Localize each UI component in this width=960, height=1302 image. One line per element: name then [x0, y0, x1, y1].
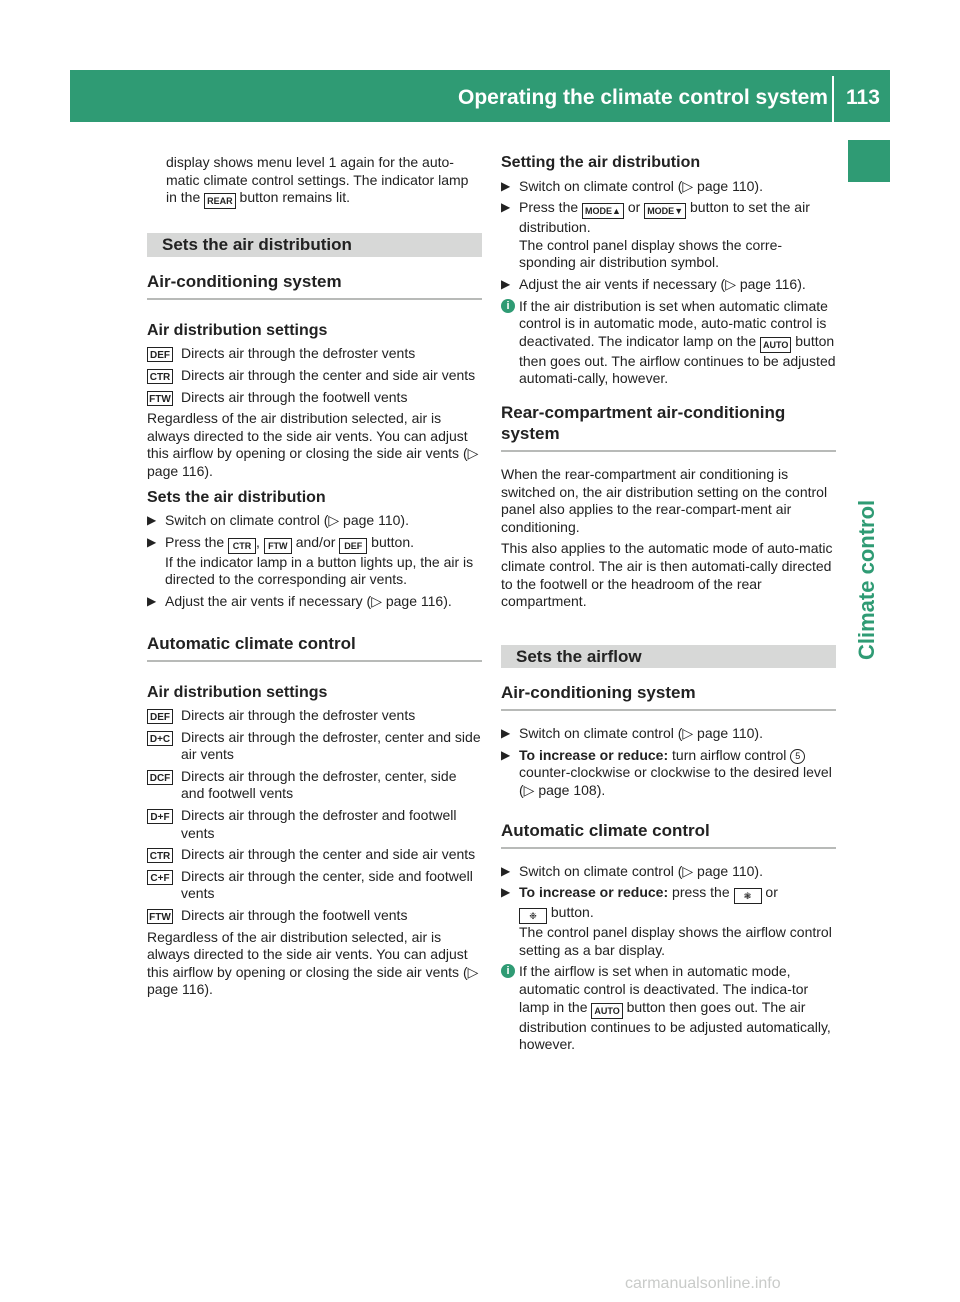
- definition-text: Directs air through the defroster vents: [181, 707, 416, 724]
- definition-row: [147, 345, 482, 363]
- definition-row: [147, 807, 482, 842]
- footwell-icon: FTW: [147, 907, 181, 924]
- heading-ac-system: Air-conditioning system: [501, 682, 836, 711]
- step-arrow-icon: ▶: [501, 276, 511, 291]
- defroster-icon: DEF: [147, 707, 181, 724]
- step-text: or: [623, 199, 645, 216]
- spacer: [147, 662, 482, 676]
- info-text: If the airflow is set when in automatic mode, automatic control is deactivated. The indica-tor lamp in the: [519, 963, 809, 1015]
- step-bold-text: To increase or reduce:: [519, 746, 669, 763]
- step-bold-text: To increase or reduce:: [519, 884, 669, 901]
- info-text: If the air distribution is set when automatic climate control is in automatic mode, auto-matic control is deactivated. The indicator lamp on the: [519, 297, 828, 349]
- step-text: The control panel display shows the airflow control setting as a bar display.: [519, 924, 832, 958]
- step-arrow-icon: ▶: [501, 863, 511, 878]
- step-arrow-icon: ▶: [147, 593, 157, 608]
- center-vent-icon: CTR: [228, 538, 256, 554]
- instruction-step: [501, 178, 836, 196]
- definition-row: [147, 846, 482, 864]
- fan-decrease-icon: ❉: [519, 908, 547, 924]
- instruction-step: [501, 863, 836, 881]
- rear-key-icon: REAR: [204, 193, 236, 209]
- spacer: [501, 711, 836, 725]
- instruction-step: [501, 276, 836, 294]
- instruction-step: [147, 593, 482, 611]
- intro-text-b: button remains lit.: [235, 189, 351, 206]
- heading-automatic-climate-control: Automatic climate control: [501, 820, 836, 849]
- definition-row: [147, 367, 482, 385]
- step-arrow-icon: ▶: [147, 534, 157, 549]
- intro-text-a: display shows menu level 1 again for the auto-matic climate control settings. The indicator lamp in the: [166, 154, 469, 206]
- heading-acc-settings: Air distribution settings: [147, 683, 328, 701]
- chapter-side-label: Climate control: [854, 499, 879, 660]
- step-text: Press the: [519, 199, 583, 216]
- header-title: Operating the climate control system: [458, 86, 828, 109]
- step-text: Switch on climate control (▷ page 110).: [519, 177, 763, 194]
- instruction-step: [147, 512, 482, 530]
- step-text: Press the: [165, 533, 229, 550]
- rear-paragraph-1: When the rear-compartment air conditioning is switched on, the air distribution setting on the control panel also applies to the rear-compart-ment air conditioning.: [501, 465, 828, 535]
- step-arrow-icon: ▶: [501, 178, 511, 193]
- spacer: [501, 452, 836, 466]
- page-header: [70, 70, 890, 122]
- step-arrow-icon: ▶: [501, 726, 511, 741]
- intro-paragraph: [147, 154, 482, 209]
- regardless-paragraph: Regardless of the air distribution selected, air is always directed to the side air vents. You can adjust this airflow by opening or closing the side air vents (▷ page 116).: [147, 928, 479, 998]
- left-column: [147, 154, 482, 1003]
- step-text: Switch on climate control (▷ page 110).: [519, 725, 763, 742]
- definition-text: Directs air through the defroster and footwell vents: [181, 807, 457, 841]
- section-heading-air-distribution: Sets the air distribution: [147, 233, 482, 257]
- info-note: [501, 963, 836, 1053]
- definition-text: Directs air through the center and side air vents: [181, 846, 476, 863]
- definition-row: [147, 729, 482, 764]
- regardless-paragraph: Regardless of the air distribution selected, air is always directed to the side air vents. You can adjust this airflow by opening or closing the side air vents (▷ page 116).: [147, 410, 479, 479]
- header-divider: [832, 76, 834, 122]
- instruction-step: [501, 884, 836, 959]
- heading-automatic-climate-control: Automatic climate control: [147, 633, 482, 662]
- page-number: 113: [846, 86, 880, 109]
- spacer: [147, 300, 482, 314]
- step-text: ,: [256, 533, 264, 550]
- info-icon: i: [501, 299, 515, 313]
- auto-key-icon: AUTO: [760, 337, 791, 353]
- step-text: button to set the air distribution.: [519, 199, 810, 236]
- step-text: or: [761, 884, 778, 901]
- step-arrow-icon: ▶: [501, 200, 511, 215]
- footwell-icon: FTW: [147, 389, 181, 406]
- step-text: Switch on climate control (▷ page 110).: [165, 512, 409, 529]
- spacer: [501, 849, 836, 863]
- info-icon: i: [501, 964, 515, 978]
- center-footwell-icon: C+F: [147, 868, 181, 885]
- info-note: [501, 298, 836, 388]
- definition-text: Directs air through the defroster vents: [181, 345, 416, 362]
- step-text: If the indicator lamp in a button lights up, the air is directed to the corresponding air vents.: [165, 553, 474, 588]
- definition-row: [147, 707, 482, 725]
- definition-row: [147, 907, 482, 925]
- center-vent-icon: CTR: [147, 846, 181, 863]
- definition-text: Directs air through the footwell vents: [181, 388, 408, 405]
- definition-row: [147, 768, 482, 803]
- definition-row: [147, 868, 482, 903]
- defroster-footwell-icon: D+F: [147, 807, 181, 824]
- instruction-step: [501, 747, 836, 800]
- heading-ac-system: Air-conditioning system: [147, 271, 482, 300]
- definition-text: Directs air through the defroster, center, side and footwell vents: [181, 767, 457, 802]
- side-tab-marker: [848, 140, 890, 182]
- definition-text: Directs air through the center and side air vents: [181, 366, 476, 383]
- instruction-step: [147, 534, 482, 589]
- defroster-icon: DEF: [147, 345, 181, 362]
- instruction-step: [501, 725, 836, 743]
- heading-setting-air-distribution: Setting the air distribution: [501, 154, 701, 171]
- step-arrow-icon: ▶: [501, 885, 511, 900]
- mode-up-icon: MODE▲: [582, 203, 624, 219]
- mode-down-icon: MODE▼: [644, 203, 686, 219]
- auto-key-icon: AUTO: [591, 1003, 622, 1019]
- step-text: turn airflow control: [668, 746, 791, 763]
- instruction-step: [501, 199, 836, 272]
- info-text: button then goes out. The airflow continues to be adjusted automati-cally, however.: [519, 332, 836, 387]
- step-text: Adjust the air vents if necessary (▷ page 116).: [165, 592, 452, 609]
- rear-paragraph-2: This also applies to the automatic mode of auto-matic climate control. The air is then automati-cally directed to the footwell or the headroom of the rear compartment.: [501, 540, 833, 610]
- definition-row: [147, 389, 482, 407]
- defroster-icon: DEF: [339, 538, 367, 554]
- step-text: The control panel display shows the corre-sponding air distribution symbol.: [519, 236, 783, 271]
- right-column: [501, 154, 836, 1058]
- fan-increase-icon: ❃: [734, 888, 762, 904]
- step-text: counter-clockwise or clockwise to the desired level (▷ page 108).: [519, 764, 832, 799]
- heading-rear-compartment: Rear-compartment air-conditioning system: [501, 402, 836, 452]
- definition-text: Directs air through the center, side and footwell vents: [181, 867, 473, 902]
- defroster-center-footwell-icon: DCF: [147, 768, 181, 785]
- heading-sets-air-distribution: Sets the air distribution: [147, 488, 326, 506]
- step-text: button.: [547, 904, 594, 921]
- definition-text: Directs air through the footwell vents: [181, 907, 408, 924]
- defroster-center-icon: D+C: [147, 729, 181, 746]
- step-text: and/or: [291, 533, 340, 550]
- definition-text: Directs air through the defroster, center and side air vents: [181, 728, 481, 763]
- heading-ac-settings: Air distribution settings: [147, 321, 328, 339]
- center-vent-icon: CTR: [147, 367, 181, 384]
- step-text: Adjust the air vents if necessary (▷ page 116).: [519, 275, 806, 292]
- airflow-control-number: 5: [790, 749, 805, 764]
- step-arrow-icon: ▶: [147, 513, 157, 528]
- footwell-icon: FTW: [264, 538, 292, 554]
- step-arrow-icon: ▶: [501, 747, 511, 762]
- step-text: press the: [668, 884, 734, 901]
- info-text: button then goes out. The air distribution continues to be adjusted automatically, however.: [519, 998, 831, 1053]
- section-heading-airflow: Sets the airflow: [501, 645, 836, 669]
- step-text: button.: [367, 533, 414, 550]
- watermark: carmanualsonline.info: [625, 1275, 781, 1292]
- step-text: Switch on climate control (▷ page 110).: [519, 862, 763, 879]
